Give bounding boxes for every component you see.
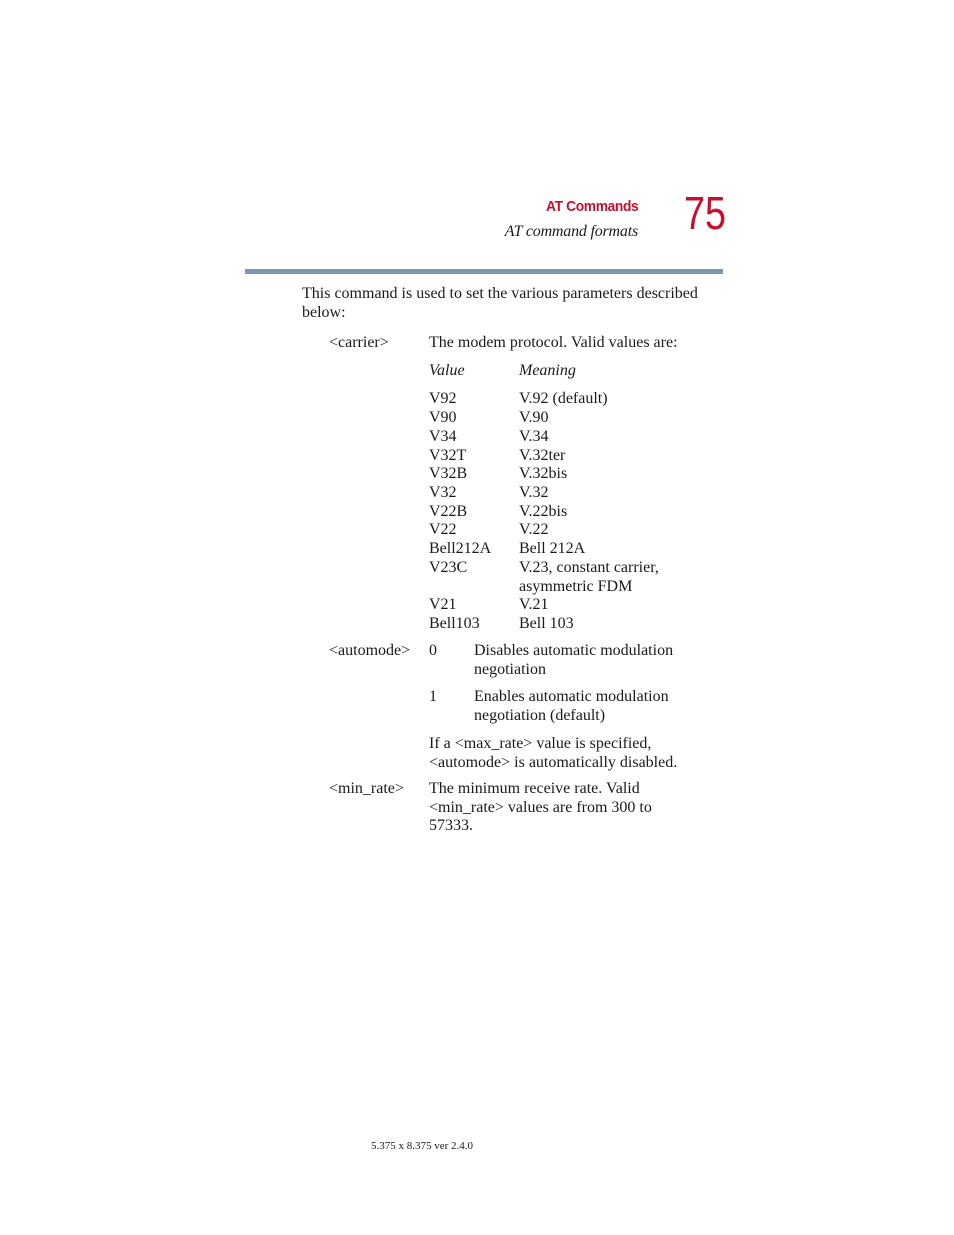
carrier-row-meaning: Bell 212A <box>519 540 586 557</box>
carrier-row-value: Bell103 <box>429 615 480 632</box>
automode-option-meaning: Enables automatic modulation negotiation (default) <box>474 688 669 724</box>
carrier-row-meaning: V.90 <box>519 409 549 426</box>
intro-paragraph: This command is used to set the various parameters described below: <box>302 285 698 321</box>
carrier-row-meaning: V.22 <box>519 521 549 538</box>
carrier-row-meaning: V.32 <box>519 484 549 501</box>
automode-option-meaning: Disables automatic modulation negotiation <box>474 642 674 678</box>
carrier-row-meaning: Bell 103 <box>519 615 574 632</box>
param-carrier: <carrier> <box>329 334 389 351</box>
header-rule <box>245 269 723 274</box>
carrier-row-value: V23C <box>429 559 468 576</box>
carrier-description: The modem protocol. Valid values are: <box>429 334 678 351</box>
carrier-row-value: V22B <box>429 503 468 520</box>
footer-version: 5.375 x 8.375 ver 2.4.0 <box>371 1140 474 1152</box>
subsection-title: AT command formats <box>504 223 638 240</box>
min-rate-description: The minimum receive rate. Valid <min_rate> values are from 300 to 57333. <box>429 780 652 835</box>
param-automode: <automode> <box>329 642 411 659</box>
carrier-row-meaning: V.92 (default) <box>519 390 608 407</box>
carrier-row-value: V34 <box>429 428 457 445</box>
automode-option-value: 0 <box>429 642 437 659</box>
carrier-row-value: V32 <box>429 484 457 501</box>
carrier-row-value: V32T <box>429 447 467 464</box>
carrier-row-value: V22 <box>429 521 457 538</box>
carrier-row-value: V32B <box>429 465 468 482</box>
carrier-row-meaning: V.21 <box>519 596 549 613</box>
carrier-row-meaning: V.32ter <box>519 447 566 464</box>
carrier-row-value: V90 <box>429 409 457 426</box>
page-number: 75 <box>684 187 726 239</box>
automode-note: If a <max_rate> value is specified, <automode> is automatically disabled. <box>429 735 678 771</box>
automode-option-value: 1 <box>429 688 437 705</box>
carrier-row-meaning: V.22bis <box>519 503 568 520</box>
carrier-row-value: Bell212A <box>429 540 492 557</box>
carrier-row-meaning: V.23, constant carrier, asymmetric FDM <box>519 559 659 595</box>
table-header-meaning: Meaning <box>519 362 576 379</box>
carrier-row-value: V21 <box>429 596 457 613</box>
carrier-row-meaning: V.34 <box>519 428 549 445</box>
section-title: AT Commands <box>545 198 638 215</box>
carrier-row-meaning: V.32bis <box>519 465 568 482</box>
table-header-value: Value <box>429 362 465 379</box>
carrier-row-value: V92 <box>429 390 457 407</box>
param-min-rate: <min_rate> <box>329 780 404 797</box>
